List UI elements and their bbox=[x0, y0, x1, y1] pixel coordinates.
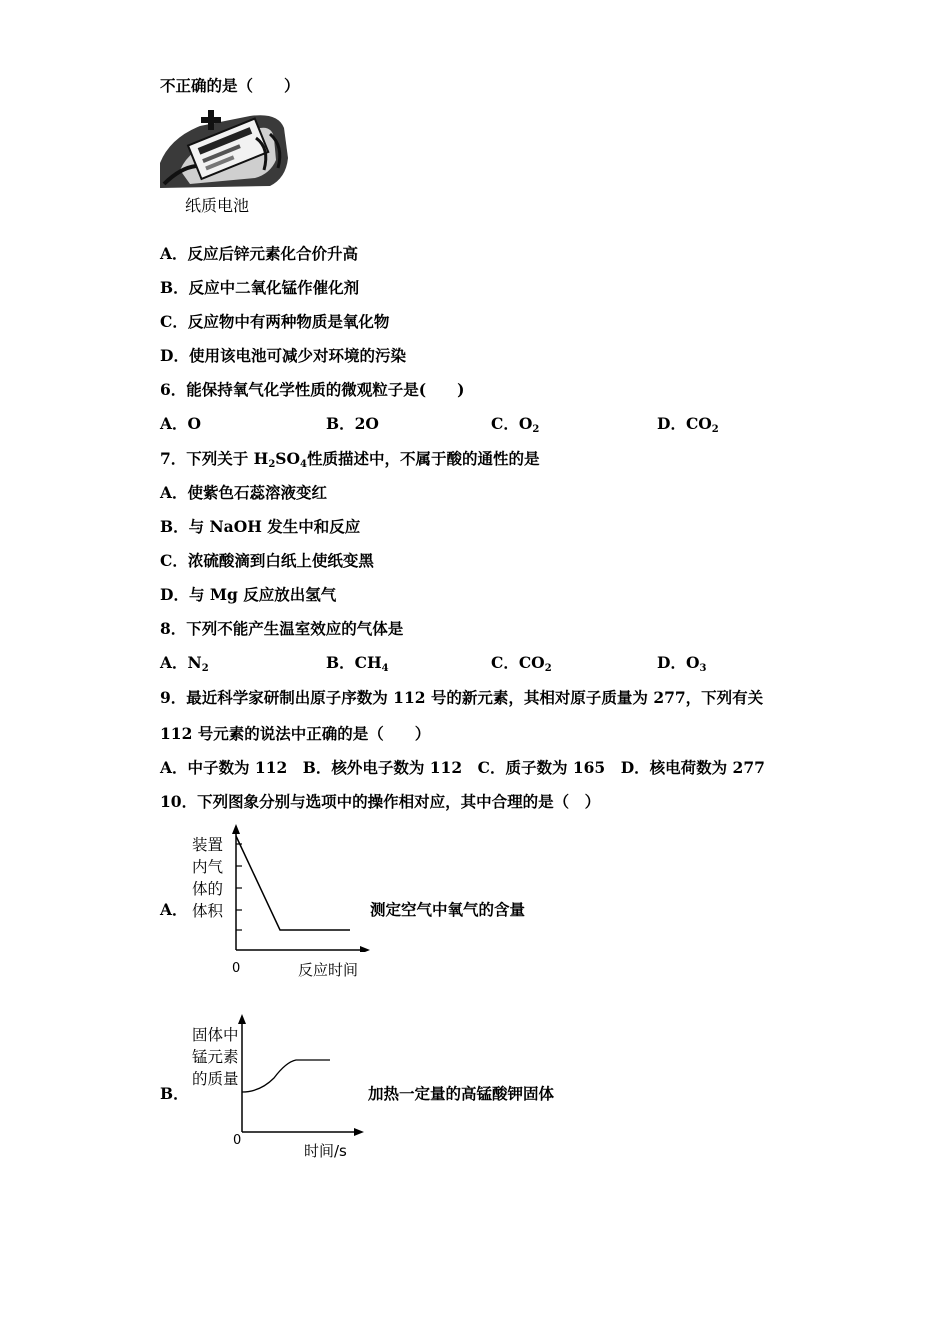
q8-option-c: C．$CO_2$ bbox=[491, 653, 552, 674]
q10-graph-a bbox=[220, 822, 370, 952]
q5-option-b: B．反应中二氧化锰作催化剂 bbox=[160, 278, 360, 297]
q9-options: A．中子数为 112 B．核外电子数为 112 C．质子数为 165 D．核电荷数为 277 bbox=[160, 758, 765, 777]
q8-option-a: A．$N_2$ bbox=[160, 653, 209, 674]
q5-option-d: D．使用该电池可减少对环境的污染 bbox=[160, 346, 406, 365]
q10-option-a-label: A． bbox=[160, 900, 188, 919]
graph-a-y-arrow bbox=[232, 824, 240, 834]
graph-a-origin: 0 bbox=[232, 961, 241, 976]
q6-option-a: A．O bbox=[160, 414, 202, 433]
q6-stem: 6．能保持氧气化学性质的微观粒子是( ) bbox=[160, 380, 465, 399]
graph-a-x-arrow bbox=[360, 946, 370, 952]
q7-option-d: D．与 Mg 反应放出氢气 bbox=[160, 585, 337, 604]
graph-b-curve bbox=[242, 1060, 330, 1092]
graph-b-y-arrow bbox=[238, 1014, 246, 1024]
q8-stem: 8．下列不能产生温室效应的气体是 bbox=[160, 619, 404, 638]
q10-option-a-desc: 测定空气中氧气的含量 bbox=[370, 900, 526, 919]
q10-option-b-label: B． bbox=[160, 1084, 189, 1103]
q8-option-b: B．$CH_4$ bbox=[326, 653, 389, 674]
q5-option-c: C．反应物中有两种物质是氧化物 bbox=[160, 312, 390, 331]
graph-a-curve bbox=[236, 836, 350, 930]
battery-caption: 纸质电池 bbox=[185, 196, 250, 215]
q5-option-a: A．反应后锌元素化合价升高 bbox=[160, 244, 359, 263]
graph-b-ylabel: 固体中 锰元素 的质量 bbox=[192, 1026, 239, 1088]
graph-a-ylabel: 装置 内气 体的 体积 bbox=[192, 836, 224, 920]
q7-option-b: B．与 NaOH 发生中和反应 bbox=[160, 517, 361, 536]
q6-option-d: D．$CO_2$ bbox=[657, 414, 719, 435]
graph-b-origin: 0 bbox=[233, 1133, 242, 1148]
q7-option-c: C．浓硫酸滴到白纸上使纸变黑 bbox=[160, 551, 374, 570]
q9-stem-line2: 112 号元素的说法中正确的是（ ） bbox=[160, 724, 431, 743]
q7-option-a: A．使紫色石蕊溶液变红 bbox=[160, 483, 328, 502]
q9-stem-line1: 9．最近科学家研制出原子序数为 112 号的新元素，其相对原子质量为 277，下列有关 bbox=[160, 688, 764, 707]
graph-b-xlabel: 时间/s bbox=[304, 1142, 347, 1160]
q10-graph-b bbox=[230, 1012, 370, 1136]
q7-stem: 7．下列关于 $H_2SO_4$性质描述中，不属于酸的通性的是 bbox=[160, 449, 540, 470]
q10-option-b-desc: 加热一定量的高锰酸钾固体 bbox=[368, 1084, 555, 1103]
paper-battery-image bbox=[160, 108, 292, 188]
graph-b-x-arrow bbox=[354, 1128, 364, 1136]
q8-option-d: D．$O_3$ bbox=[657, 653, 707, 674]
graph-a-xlabel: 反应时间 bbox=[298, 961, 359, 979]
q6-option-b: B．2O bbox=[326, 414, 379, 433]
q5-stem-tail: 不正确的是（ ） bbox=[160, 76, 300, 95]
q6-option-c: C．$O_2$ bbox=[491, 414, 540, 435]
q10-stem: 10．下列图象分别与选项中的操作相对应，其中合理的是（ ） bbox=[160, 792, 601, 811]
